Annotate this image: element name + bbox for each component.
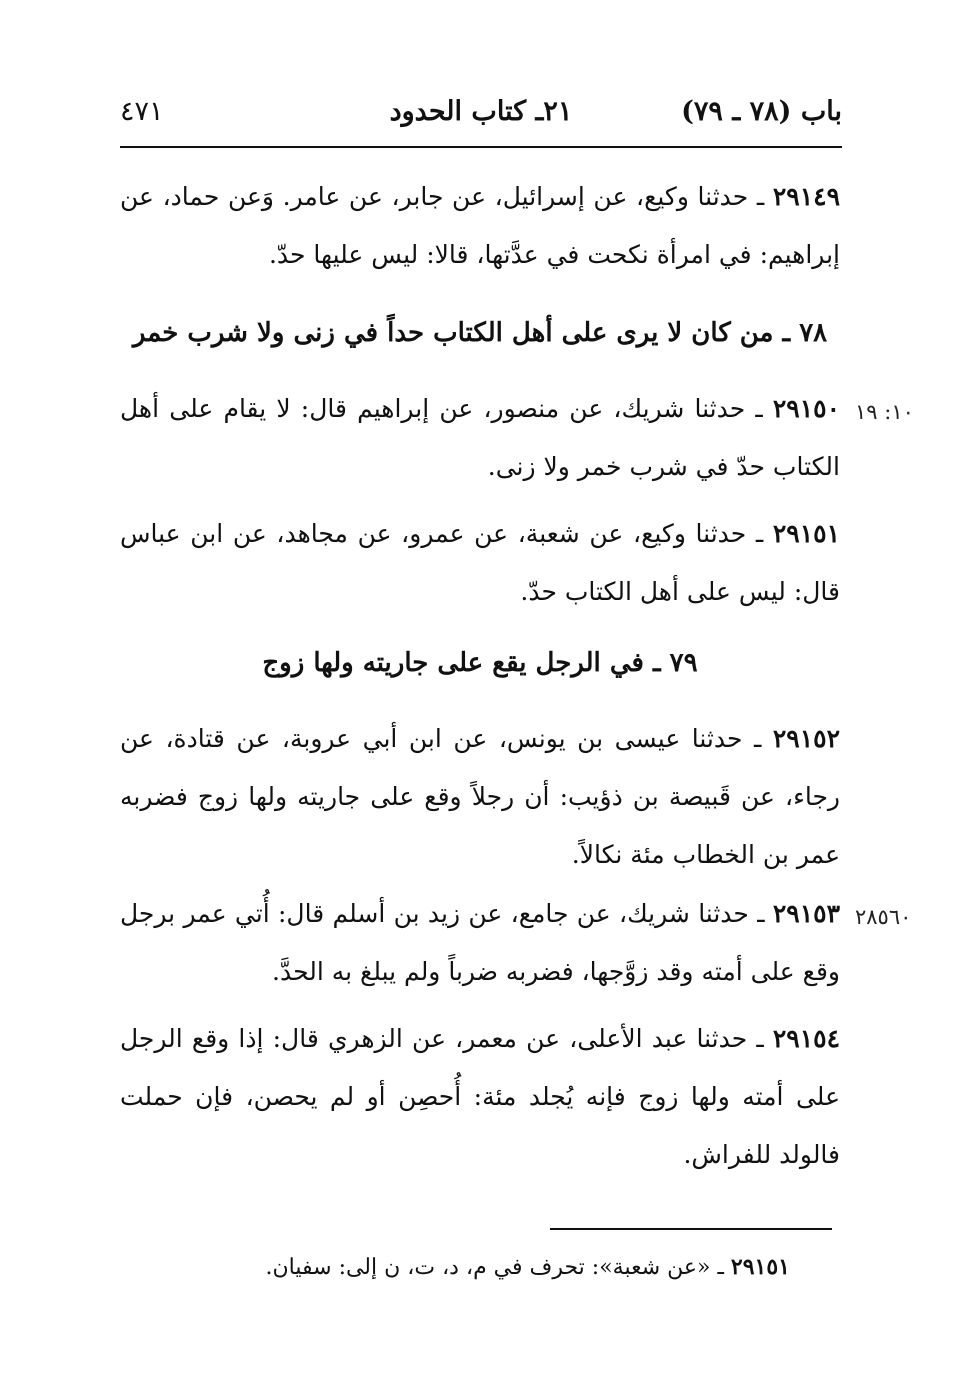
hadith-29151 [120,505,840,621]
hadith-number: ٢٩١٥٠ [772,394,840,423]
footnote [120,1250,790,1285]
hadith-text: ـ حدثنا وكيع، عن شعبة، عن عمرو، عن مجاهد، عن ابن عباس قال: ليس على أهل الكتاب حدّ. [120,519,840,606]
hadith-29149 [120,168,840,284]
hadith-number: ٢٩١٥٤ [772,1024,841,1053]
hadith-text: ـ حدثنا عيسى بن يونس، عن ابن أبي عروبة، عن قتادة، عن رجاء، عن قَبيصة بن ذؤيب: أن رجلاً وقع على جاريته ولها زوج فضربه عمر بن الخطاب مئة نكالاً. [120,724,840,869]
hadith-text: ـ حدثنا شريك، عن جامع، عن زيد بن أسلم قال: أُتي عمر برجل وقع على أمته وقد زوَّجها، فضربه ضرباً ولم يبلغ به الحدَّ. [120,899,840,986]
hadith-29150 [120,380,840,496]
hadith-29152 [120,710,840,884]
footnote-number: ٢٩١٥١ [730,1254,790,1280]
hadith-number: ٢٩١٥١ [772,519,841,548]
footnote-text: ـ «عن شعبة»: تحرف في م، د، ت، ن إلى: سفيان. [265,1255,724,1280]
running-header [120,96,842,140]
chapter-79-heading: ٧٩ ـ في الرجل يقع على جاريته ولها زوج [262,648,698,678]
hadith-29153 [120,885,840,1001]
margin-reference: ١٠: ١٩ [855,400,914,424]
chapter-78-heading: ٧٨ ـ من كان لا يرى على أهل الكتاب حداً في زنى ولا شرب خمر [132,318,828,348]
footnote-divider [550,1228,832,1230]
hadith-number: ٢٩١٥٣ [772,899,840,928]
header-divider [120,146,842,148]
hadith-text: ـ حدثنا شريك، عن منصور، عن إبراهيم قال: لا يقام على أهل الكتاب حدّ في شرب خمر ولا زنى. [120,394,840,481]
hadith-text: ـ حدثنا وكيع، عن إسرائيل، عن جابر، عن عامر. وَعن حماد، عن إبراهيم: في امرأة نكحت في عدَّتها، قالا: ليس عليها حدّ. [120,182,840,269]
page-number: ٤٧١ [120,96,164,127]
hadith-text: ـ حدثنا عبد الأعلى، عن معمر، عن الزهري قال: إذا وقع الرجل على أمته ولها زوج فإنه يُجلد مئة: أُحصِن أو لم يحصن، فإن حملت فالولد للفراش. [120,1024,840,1169]
chapter-range: باب (٧٨ ـ ٧٩) [681,96,842,127]
hadith-number: ٢٩١٥٢ [772,724,840,753]
book-title: ٢١ـ كتاب الحدود [389,96,573,127]
hadith-29154 [120,1010,840,1184]
hadith-number: ٢٩١٤٩ [772,182,841,211]
margin-reference: ٢٨٥٦٠ [855,905,912,929]
